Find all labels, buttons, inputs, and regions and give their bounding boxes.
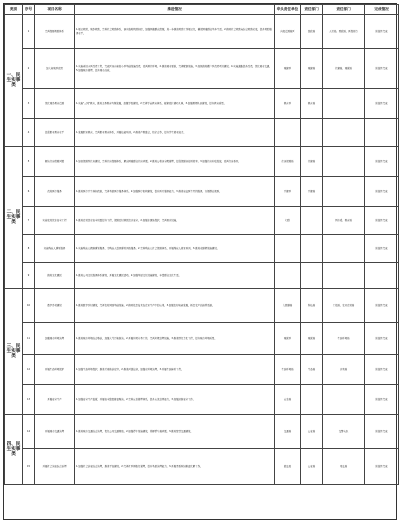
lead-unit <box>275 263 301 289</box>
project-name: 改进医疗服务 <box>35 177 75 207</box>
table-row <box>5 49 399 89</box>
project-name: 数字乡村建设 <box>35 289 75 323</box>
progress-text: 1.加强安全生产监管，开展安全隐患排查整治。2.完善应急管理体系，提升应急处置能力。3.加强消防安全工作。 <box>75 385 275 415</box>
table-header-row <box>5 5 399 15</box>
lead-unit: 政法委 <box>275 449 301 485</box>
row-number: 2 <box>23 49 35 89</box>
progress-text: 1.规范救助，城乡救助，完善社会救助体系，落实临时救助制度，加强困难群众保障，进一步推进救助工作规范化，确保困难群众基本生活。2.推动社会救助向综合救助转变，提升救助服务水平。 <box>75 15 275 49</box>
table-row <box>5 147 399 177</box>
row-number: 4 <box>23 119 35 147</box>
dept2-cell <box>323 263 365 289</box>
header-category: 类别 <box>5 5 23 15</box>
category-cell: 三、民生实事类 <box>5 289 23 415</box>
project-table <box>4 4 399 485</box>
category-cell: 一、民生实事类 <box>5 15 23 147</box>
dept-cell: 教育局 <box>301 89 323 119</box>
row-number: 6 <box>23 177 35 207</box>
progress-text: 1.加强社会治安综合治理，推进平安建设。2.完善社区网格化管理，提升基层治理能力。3.开展矛盾纠纷排查化解工作。 <box>75 449 275 485</box>
project-name: 完善保障救助体系 <box>35 15 75 49</box>
progress-text: 1.推进公共文化服务体系建设，开展文化惠民活动。2.加强基层文化设施建设，丰富群众文化生活。 <box>75 263 275 289</box>
lead-unit: 教育区 <box>275 89 301 119</box>
row-number: 14 <box>23 415 35 449</box>
lead-unit: 生态环境局 <box>275 355 301 385</box>
dept-cell <box>301 385 323 415</box>
table-body <box>5 15 399 485</box>
lead-unit: 交通局 <box>275 415 301 449</box>
done-cell: 阶段性完成 <box>365 385 399 415</box>
done-cell: 阶段性完成 <box>365 289 399 323</box>
done-cell: 阶段性完成 <box>365 177 399 207</box>
done-cell: 阶段性完成 <box>365 147 399 177</box>
lead-unit: 城管区 <box>275 323 301 355</box>
table-row <box>5 235 399 263</box>
header-done: 完成情况 <box>365 5 399 15</box>
done-cell: 阶段性完成 <box>365 449 399 485</box>
lead-unit <box>275 235 301 263</box>
progress-text: 1.加强生态环境保护，推进污染防治攻坚。2.推进河湖长制，加强水环境治理。3.开展生态修复工程。 <box>75 355 275 385</box>
dept2-cell <box>323 119 365 147</box>
table-row <box>5 289 399 323</box>
dept2-cell: 人社局、财政局、医保局等 <box>323 15 365 49</box>
lead-unit: 自然资源局区 <box>275 15 301 49</box>
dept-cell: 民政局 <box>301 15 323 49</box>
table-row <box>5 119 399 147</box>
row-number: 15 <box>23 449 35 485</box>
row-number: 1 <box>23 15 35 49</box>
project-name: 开展城市交通治理 <box>35 415 75 449</box>
done-cell <box>365 119 399 147</box>
table-row <box>5 89 399 119</box>
header-no: 序号 <box>23 5 35 15</box>
header-progress: 推进情况 <box>75 5 275 15</box>
lead-unit: 住房保障局 <box>275 147 301 177</box>
progress-text: 1.推进医疗卫生体制改革，完善基层医疗服务体系。2.加强医疗机构建设，提升医疗服务能力。3.推进家庭医生签约服务，方便群众就医。 <box>75 177 275 207</box>
row-number: 10 <box>23 289 35 323</box>
progress-text: 1.实施老旧小区改造工程，完成区域内老旧小区基础设施改造，改善居住环境。2.推进城市更新，完善配套设施。3.加快推进棚户区改造项目建设。4.实施道路提升改造，优化城市交通。5.加强城市管理，提升城市品质。 <box>75 49 275 89</box>
row-number: 9 <box>23 263 35 289</box>
project-name: 实施农村饮水安全工程 <box>35 207 75 235</box>
dept2-cell: 交警支队 <box>323 415 365 449</box>
dept-cell: 城建局 <box>301 49 323 89</box>
progress-text: 1.发展职业教育，完善职业教育体系，开展技能培训。2.推进产教融合，校企合作，提升学生就业能力。 <box>75 119 275 147</box>
project-name: 加强城市环境治理 <box>35 323 75 355</box>
progress-text: 1.加快保障性住房建设，完善住房保障体系，解决困难群众住房问题。2.推进公租房分配管理，提高保障房使用效率。3.加强住房补贴发放，改善住房条件。 <box>75 147 275 177</box>
done-cell: 阶段性完成 <box>365 323 399 355</box>
dept-cell: 城管局 <box>301 323 323 355</box>
dept2-cell: 住建局、城管局 <box>323 49 365 89</box>
header-dept: 责任部门 <box>301 5 323 15</box>
dept-cell: 公安局 <box>301 449 323 485</box>
header-name: 项目名称 <box>35 5 75 15</box>
dept2-cell: 生态环境局 <box>323 323 365 355</box>
progress-text: 1.实施"三同"教育，推进义务教育均衡发展，加强学校建设。2.完善学前教育体系，新建改扩建幼儿园。3.加强教师队伍建设，提升教育质量。 <box>75 89 275 119</box>
row-number: 7 <box>23 207 35 235</box>
dept2-cell <box>323 89 365 119</box>
done-cell <box>365 263 399 289</box>
done-cell: 阶段性完成 <box>365 49 399 89</box>
dept-cell: 生态局 <box>301 355 323 385</box>
project-name: 推进文化惠民 <box>35 263 75 289</box>
row-number: 5 <box>23 147 35 177</box>
header-lead-unit: 牵头责任单位 <box>275 5 301 15</box>
project-name: 优化城乡教育资源 <box>35 89 75 119</box>
project-name: 加大老城区改造 <box>35 49 75 89</box>
done-cell: 阶段性完成 <box>365 355 399 385</box>
table-row <box>5 207 399 235</box>
dept2-cell <box>323 385 365 415</box>
dept-cell: 科技局 <box>301 289 323 323</box>
project-name: 开展社会治安综合治理 <box>35 449 75 485</box>
dept-cell: 公安局 <box>301 415 323 449</box>
dept2-cell <box>323 147 365 177</box>
dept-cell <box>301 263 323 289</box>
dept2-cell: 工信局、农业农村局 <box>323 289 365 323</box>
progress-text: 1.推进农村饮水安全巩固提升工程，保障农村居民饮水安全。2.加强水源地保护，完善供水设施。 <box>75 207 275 235</box>
done-cell: 阶段性完成 <box>365 415 399 449</box>
lead-unit: 应急局 <box>275 385 301 415</box>
dept-cell: 卫健局 <box>301 177 323 207</box>
done-cell: 阶段性完成 <box>365 235 399 263</box>
table-row <box>5 385 399 415</box>
project-name: 开展安全生产 <box>35 385 75 415</box>
dept2-cell <box>323 177 365 207</box>
done-cell: 阶段性完成 <box>365 89 399 119</box>
lead-unit: 城建区 <box>275 49 301 89</box>
dept-cell <box>301 207 323 235</box>
dept2-cell: 团市委、教育局 <box>323 207 365 235</box>
project-name: 开展生态环境保护 <box>35 355 75 385</box>
table-row <box>5 449 399 485</box>
table-row <box>5 15 399 49</box>
dept-cell <box>301 235 323 263</box>
progress-text: 1.推进城市环境综合整治，加强大气污染防治。2.开展垃圾分类工作，完善垃圾处理设施。3.推进绿化美化工程，提升城市环境质量。 <box>75 323 275 355</box>
row-number: 3 <box>23 89 35 119</box>
lead-unit: 大数据局 <box>275 289 301 323</box>
header-dept2: 责任部门 <box>323 5 365 15</box>
dept2-cell: 司法局 <box>323 449 365 485</box>
dept-cell <box>301 119 323 147</box>
row-number: 12 <box>23 355 35 385</box>
table-row <box>5 177 399 207</box>
table-row <box>5 415 399 449</box>
dept2-cell <box>323 235 365 263</box>
dept2-cell: 水利局 <box>323 355 365 385</box>
lead-unit: 妇联 <box>275 207 301 235</box>
progress-text: 1.推进数字乡村建设，完善农村网络基础设施。2.推动信息技术在农业生产中的应用。3.加强农村电商发展，拓宽农产品销售渠道。 <box>75 289 275 323</box>
project-name: 实施残疾人康复服务 <box>35 235 75 263</box>
done-cell: 阶段性完成 <box>365 207 399 235</box>
table-row <box>5 323 399 355</box>
lead-unit <box>275 119 301 147</box>
done-cell: 阶段性完成 <box>365 15 399 49</box>
project-name: 提高职业教育水平 <box>35 119 75 147</box>
category-cell: 四、民生实事类 <box>5 415 23 485</box>
project-name: 解决住房保障问题 <box>35 147 75 177</box>
document-sheet <box>3 3 397 520</box>
category-cell: 二、民生实事类 <box>5 147 23 289</box>
row-number: 11 <box>23 323 35 355</box>
row-number: 13 <box>23 385 35 415</box>
table-row <box>5 263 399 289</box>
row-number: 8 <box>23 235 35 263</box>
lead-unit: 卫健区 <box>275 177 301 207</box>
table-row <box>5 355 399 385</box>
progress-text: 1.实施残疾人精准康复服务，为残疾人提供康复训练服务。2.完善残疾人社会保障体系，开展残疾人就业培训。3.推进无障碍设施建设。 <box>75 235 275 263</box>
progress-text: 1.推进城市交通综合治理，优化公共交通网络。2.加强停车设施建设，缓解停车难问题。3.推进智慧交通建设。 <box>75 415 275 449</box>
dept-cell: 住建局 <box>301 147 323 177</box>
